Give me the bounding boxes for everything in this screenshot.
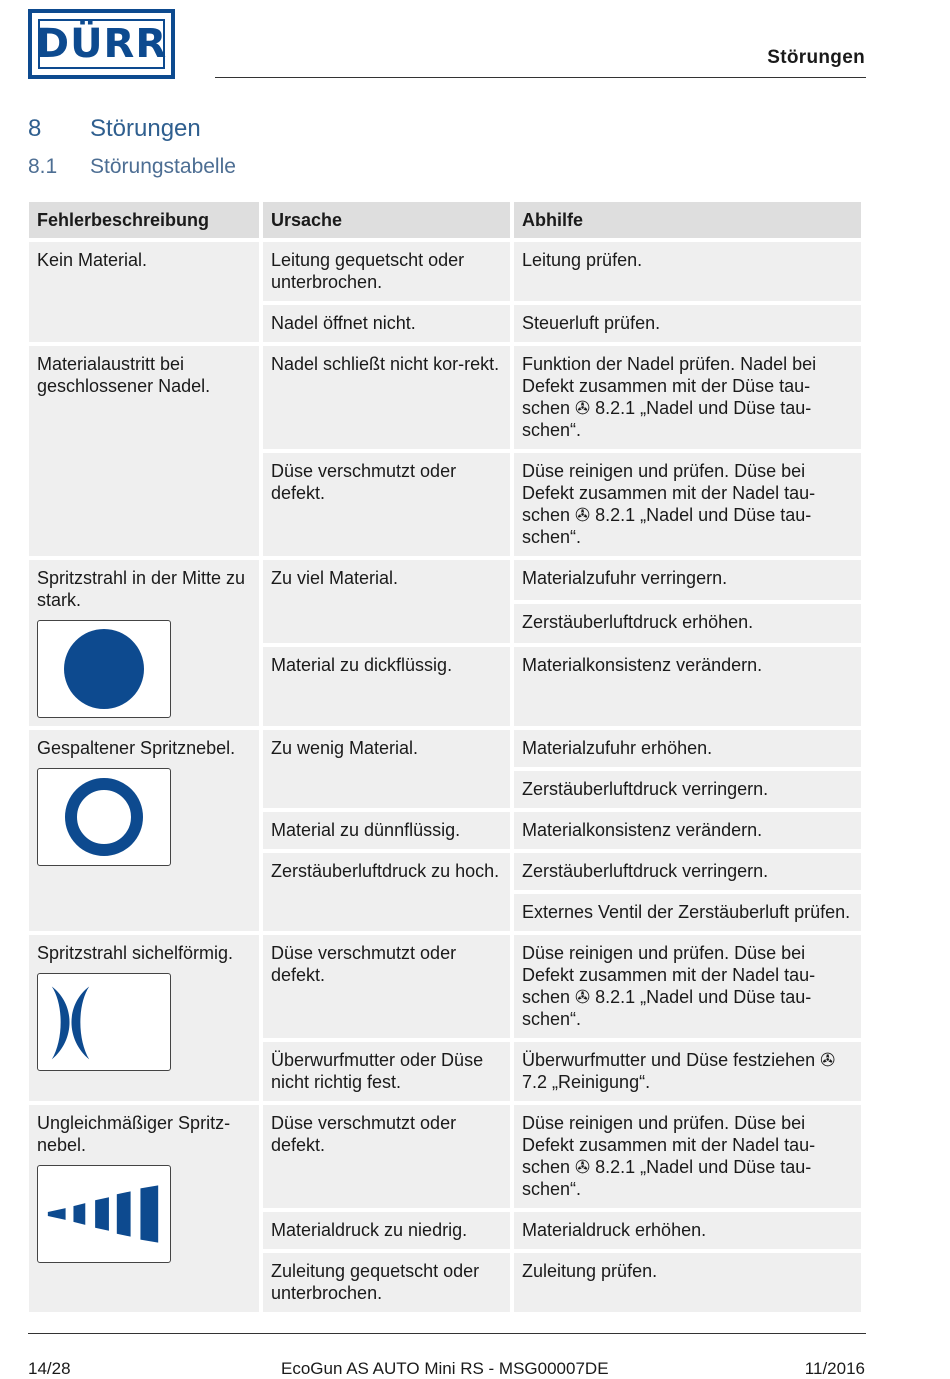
remedy-cell: Düse reinigen und prüfen. Düse bei Defekt zusammen mit der Nadel tau-schen ✇ 8.2.1 „Nadel und Düse tau-schen“. xyxy=(514,935,861,1038)
cause-cell: Zerstäuberluftdruck zu hoch. xyxy=(263,853,510,931)
cause-cell: Materialdruck zu niedrig. xyxy=(263,1212,510,1249)
footer-document-title: EcoGun AS AUTO Mini RS - MSG00007DE xyxy=(281,1359,609,1378)
fault-text: Gespaltener Spritznebel. xyxy=(37,738,236,758)
solid-circle-icon xyxy=(37,620,171,718)
table-row xyxy=(29,1105,861,1208)
table-row xyxy=(29,935,861,1038)
cause-cell: Zu viel Material. xyxy=(263,560,510,643)
logo-text: DÜRR xyxy=(35,21,168,67)
uneven-bars-icon xyxy=(37,1165,171,1263)
remedy-cell: Zuleitung prüfen. xyxy=(514,1253,861,1312)
cause-cell: Überwurfmutter oder Düse nicht richtig fest. xyxy=(263,1042,510,1101)
cause-cell: Düse verschmutzt oder defekt. xyxy=(263,453,510,556)
fault-cell xyxy=(29,730,259,931)
header-divider xyxy=(215,77,866,78)
remedy-cell: Düse reinigen und prüfen. Düse bei Defekt zusammen mit der Nadel tau-schen ✇ 8.2.1 „Nadel und Düse tau-schen“. xyxy=(514,453,861,556)
column-header-fault: Fehlerbeschreibung xyxy=(29,202,259,238)
fault-table xyxy=(25,198,865,1316)
table-row xyxy=(29,346,861,449)
column-header-cause: Ursache xyxy=(263,202,510,238)
chapter-number: 8 xyxy=(28,115,42,142)
table-row xyxy=(29,560,861,600)
chapter-title: Störungen xyxy=(90,115,201,142)
footer-date: 11/2016 xyxy=(804,1359,865,1378)
remedy-cell: Leitung prüfen. xyxy=(514,242,861,301)
fault-text: Materialaustritt bei geschlossener Nadel. xyxy=(37,354,211,396)
remedy-cell: Zerstäuberluftdruck verringern. xyxy=(514,853,861,890)
table-row xyxy=(29,730,861,767)
ring-icon xyxy=(37,768,171,866)
cause-cell: Düse verschmutzt oder defekt. xyxy=(263,935,510,1038)
remedy-cell: Funktion der Nadel prüfen. Nadel bei Defekt zusammen mit der Düse tau-schen ✇ 8.2.1 „Nadel und Düse tau-schen“. xyxy=(514,346,861,449)
footer-page-number: 14/28 xyxy=(28,1359,71,1378)
fault-text: Kein Material. xyxy=(37,250,148,270)
fault-cell xyxy=(29,242,259,342)
remedy-cell: Materialkonsistenz verändern. xyxy=(514,647,861,726)
cause-cell: Nadel schließt nicht kor-rekt. xyxy=(263,346,510,449)
chapter-heading xyxy=(28,115,201,143)
remedy-cell: Zerstäuberluftdruck erhöhen. xyxy=(514,604,861,644)
fault-cell xyxy=(29,346,259,556)
remedy-cell: Düse reinigen und prüfen. Düse bei Defekt zusammen mit der Nadel tau-schen ✇ 8.2.1 „Nadel und Düse tau-schen“. xyxy=(514,1105,861,1208)
remedy-cell: Materialzufuhr erhöhen. xyxy=(514,730,861,767)
fault-text: Spritzstrahl sichelförmig. xyxy=(37,943,234,963)
cause-cell: Nadel öffnet nicht. xyxy=(263,305,510,342)
fault-cell xyxy=(29,560,259,726)
header-section-title: Störungen xyxy=(767,47,865,68)
cause-cell: Zuleitung gequetscht oder unterbrochen. xyxy=(263,1253,510,1312)
cause-cell: Leitung gequetscht oder unterbrochen. xyxy=(263,242,510,301)
cause-cell: Material zu dünnflüssig. xyxy=(263,812,510,849)
remedy-cell: Steuerluft prüfen. xyxy=(514,305,861,342)
fault-cell xyxy=(29,935,259,1101)
cause-cell: Düse verschmutzt oder defekt. xyxy=(263,1105,510,1208)
remedy-cell: Materialkonsistenz verändern. xyxy=(514,812,861,849)
fault-text: Spritzstrahl in der Mitte zu stark. xyxy=(37,568,246,610)
cause-cell: Zu wenig Material. xyxy=(263,730,510,808)
section-number: 8.1 xyxy=(28,155,58,178)
remedy-cell: Zerstäuberluftdruck verringern. xyxy=(514,771,861,808)
cause-cell: Material zu dickflüssig. xyxy=(263,647,510,726)
remedy-cell: Materialdruck erhöhen. xyxy=(514,1212,861,1249)
footer-divider xyxy=(28,1333,866,1334)
remedy-cell: Überwurfmutter und Düse festziehen ✇ 7.2 „Reinigung“. xyxy=(514,1042,861,1101)
remedy-cell: Materialzufuhr verringern. xyxy=(514,560,861,600)
section-heading xyxy=(28,155,236,179)
table-row xyxy=(29,242,861,301)
remedy-cell: Externes Ventil der Zerstäuberluft prüfen. xyxy=(514,894,861,931)
section-title: Störungstabelle xyxy=(90,155,236,178)
column-header-remedy: Abhilfe xyxy=(514,202,861,238)
fault-cell xyxy=(29,1105,259,1312)
fault-text: Ungleichmäßiger Spritz-nebel. xyxy=(37,1113,231,1155)
crescent-pair-icon xyxy=(37,973,171,1071)
duerr-logo xyxy=(28,9,175,79)
table-header-row xyxy=(29,202,861,238)
